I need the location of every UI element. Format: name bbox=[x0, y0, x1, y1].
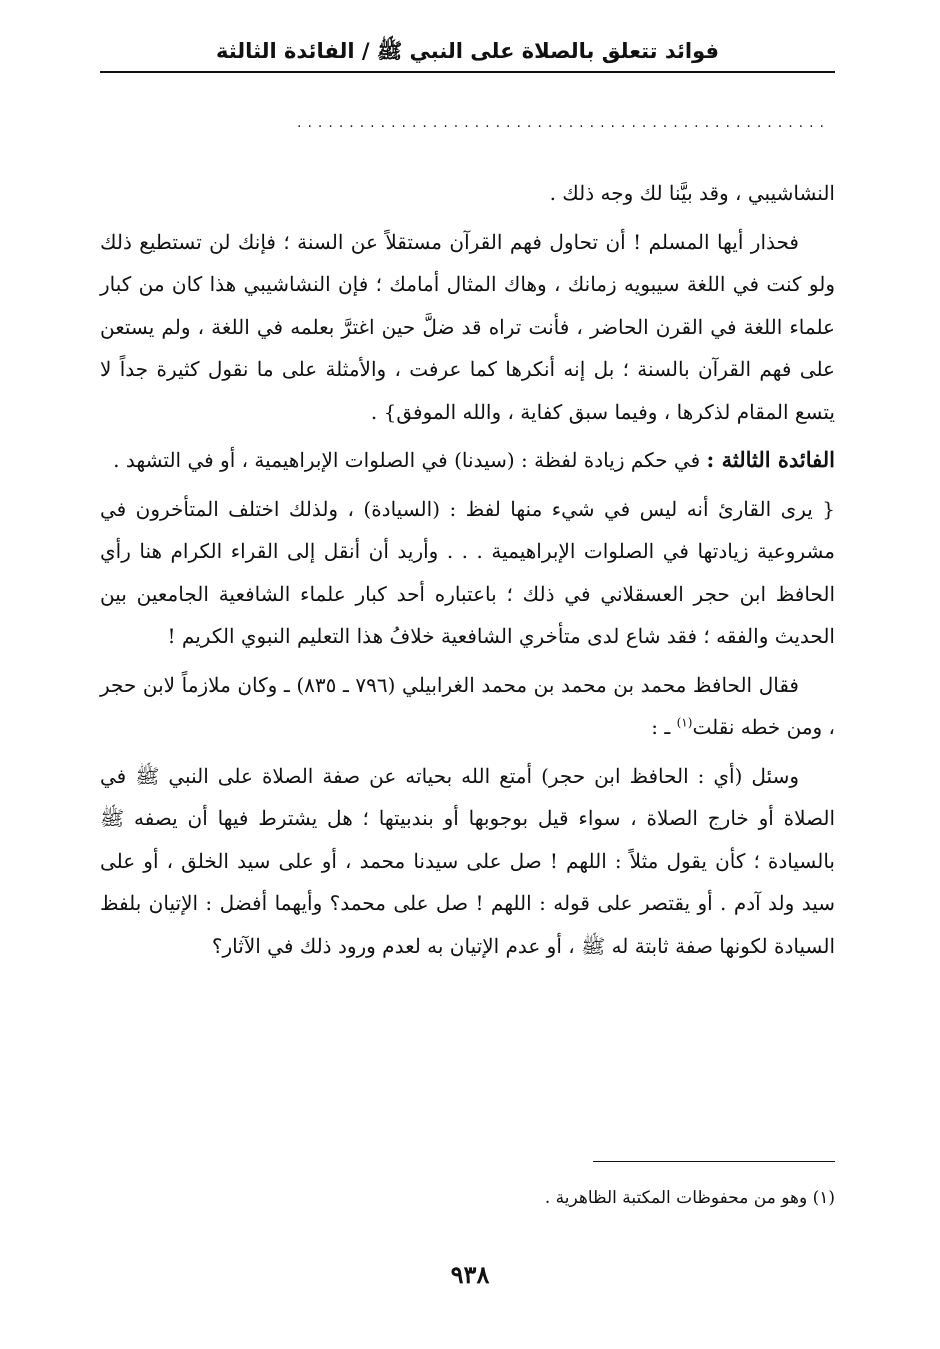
paragraph-continuation: النشاشيبي ، وقد بيَّنا لك وجه ذلك . bbox=[549, 181, 835, 205]
paragraph-reader-sees: { يرى القارئ أنه ليس في شيء منها لفظ : (السيادة) ، ولذلك اختلف المتأخرون في مشروعية زيادتها في الصلوات الإبراهيمية . . . وأريد أن أنقل إلى القراء الكرام هنا رأي الحافظ ابن حجر العسقلاني في ذلك ؛ باعتباره أحد كبار علماء الشافعية الجامعين بين الحديث والفقه ؛ فقد شاع لدى متأخري الشافعية خلافُ هذا التعليم النبوي الكريم ! bbox=[100, 496, 835, 648]
page-number: ٩٣٨ bbox=[450, 1260, 490, 1289]
benefit-text: في حكم زيادة لفظة : (سيدنا) في الصلوات الإبراهيمية ، أو في التشهد . bbox=[113, 448, 707, 472]
dotted-separator: ................................................... bbox=[297, 118, 830, 128]
running-header: فوائد تتعلق بالصلاة على النبي ﷺ / الفائدة الثالثة bbox=[215, 39, 720, 63]
quote-intro-tail: ـ : bbox=[651, 715, 677, 739]
header-rule bbox=[100, 71, 835, 73]
paragraph-quote-intro bbox=[100, 664, 835, 749]
paragraph-question: وسئل (أي : الحافظ ابن حجر) أمتع الله بحياته عن صفة الصلاة على النبي ﷺ في الصلاة أو خارج الصلاة ، سواء قيل بوجوبها أو بندبيتها ؛ هل يشترط فيها أن يصفه ﷺ بالسيادة ؛ كأن يقول مثلاً : اللهم ! صل على سيدنا محمد ، أو على سيد الخلق ، أو على سيد ولد آدم . أو يقتصر على قوله : اللهم ! صل على محمد؟ وأيهما أفضل : الإتيان بلفظ السيادة لكونها صفة ثابتة له ﷺ ، أو عدم الإتيان به لعدم ورود ذلك في الآثار؟ bbox=[100, 763, 835, 958]
paragraph-warning: فحذار أيها المسلم ! أن تحاول فهم القرآن مستقلاً عن السنة ؛ فإنك لن تستطيع ذلك ولو كنت في اللغة سيبويه زمانك ، وهاك المثال أمامك ؛ فإن النشاشيبي هذا كان من كبار علماء اللغة في القرن الحاضر ، فأنت تراه قد ضلَّ حين اغترَّ بعلمه في اللغة ، ولم يستعن على فهم القرآن بالسنة ؛ بل إنه أنكرها كما عرفت ، والأمثلة على ما نقول كثيرة جداً لا يتسع المقام لذكرها ، وفيما سبق كفاية ، والله الموفق} . bbox=[100, 229, 835, 424]
benefit-heading: الفائدة الثالثة : bbox=[706, 447, 835, 472]
body-text bbox=[100, 172, 835, 967]
quote-intro-text: فقال الحافظ محمد بن محمد بن محمد الغرابيلي (٧٩٦ ـ ٨٣٥) ـ وكان ملازماً لابن حجر ، ومن خطه نقلت bbox=[100, 672, 835, 739]
paragraph-benefit-three bbox=[100, 439, 835, 482]
footnote-reference[interactable]: (١) bbox=[676, 715, 693, 730]
footnote: (١) وهو من محفوظات المكتبة الظاهرية . bbox=[544, 1188, 835, 1208]
footnote-rule bbox=[593, 1161, 835, 1162]
